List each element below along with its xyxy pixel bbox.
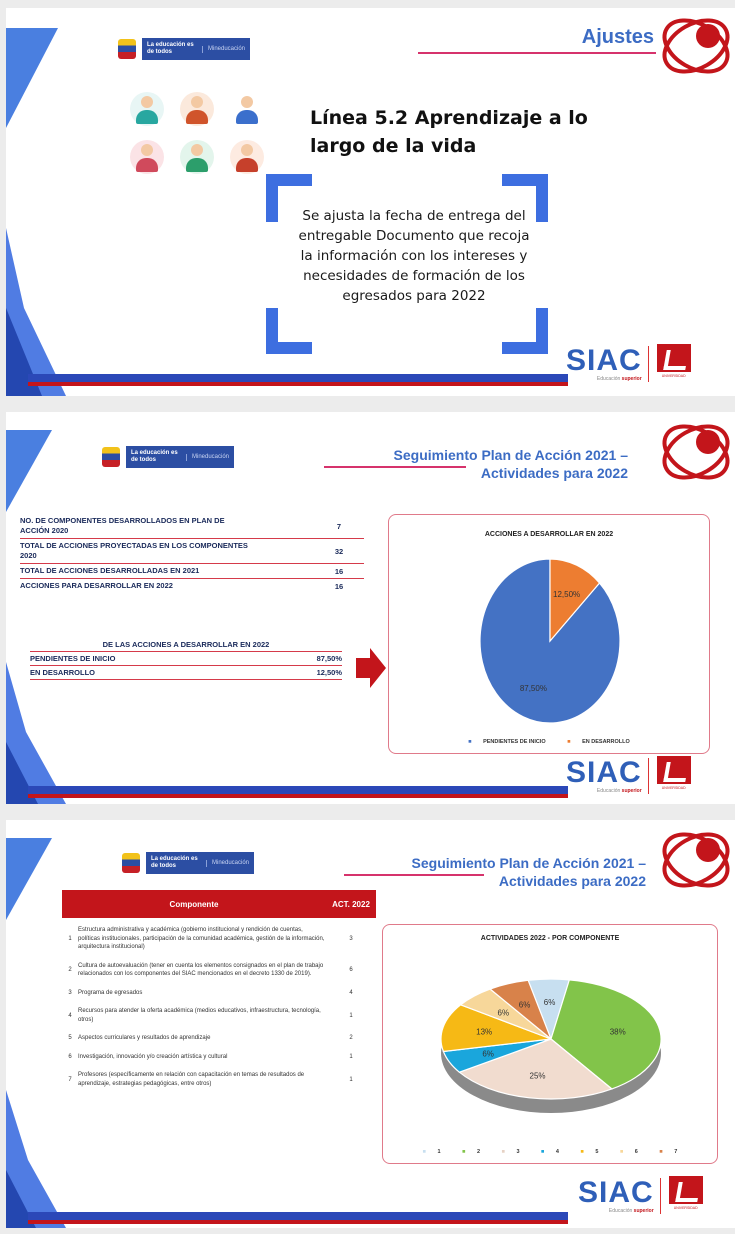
university-logo-icon: UNIVERSIDAD: [655, 756, 693, 796]
colombia-shield-icon: [102, 447, 120, 467]
pie-data-label: 25%: [529, 1071, 546, 1081]
table-row: 2 Cultura de autoevaluación (tener en cuenta los elementos consignados en el plan de trabajo relacionados con los componentes del SIAC mencionados en el decreto 1330 de 2019). 6: [68, 962, 353, 977]
slide-title: [306, 446, 628, 482]
person-icon: [180, 140, 214, 174]
header-act-2022: ACT. 2022: [332, 899, 370, 909]
colombia-shield-icon: [118, 39, 136, 59]
title-underline: [324, 466, 466, 468]
gov-logo-line2: Mineducación: [186, 454, 234, 461]
pie-chart-acciones: [388, 514, 710, 754]
slide-title-line2: Actividades para 2022: [480, 465, 628, 481]
pie-chart-svg: [383, 947, 719, 1147]
adjustment-text: Se ajusta la fecha de entrega del entregable Documento que recoja la información con los intereses y necesidades de formación de los egresados para 2022: [298, 208, 530, 304]
slide-decoration: [6, 8, 735, 396]
pie-data-label: 38%: [609, 1027, 626, 1037]
person-icon: [130, 92, 164, 126]
pie-data-label: 12,50%: [553, 590, 581, 600]
person-icon: [180, 92, 214, 126]
header-componente: Componente: [169, 899, 219, 909]
legend-item: ■ PENDIENTES DE INICIO: [468, 739, 546, 745]
pie-data-label: 6%: [497, 1008, 510, 1018]
legend-item: ■ 5: [580, 1149, 599, 1155]
legend-item: ■ 6: [619, 1149, 638, 1155]
legend-item: ■ 4: [541, 1149, 559, 1155]
person-icon: [230, 92, 264, 126]
chart-title: ACTIVIDADES 2022 - POR COMPONENTE: [480, 935, 620, 942]
colombia-shield-icon: [122, 853, 140, 873]
kpi-table: [20, 514, 364, 593]
siac-tagline: Educación: [608, 1208, 633, 1214]
legend-item: ■ EN DESARROLLO: [567, 739, 630, 745]
pie-chart-componentes: [382, 924, 718, 1164]
gov-logo-line1: La educación es de todos: [151, 856, 198, 869]
gov-logo: [118, 38, 250, 60]
pie-data-label: 87,50%: [519, 683, 547, 693]
chart-legend: [383, 1149, 717, 1155]
pie-chart-svg: [389, 541, 711, 741]
legend-item: ■ 1: [422, 1149, 441, 1155]
title-underline: [344, 874, 484, 876]
gov-logo: [122, 852, 254, 874]
gov-logo: [102, 446, 234, 468]
person-icon: [230, 140, 264, 174]
pie-data-label: 6%: [482, 1049, 494, 1059]
arrow-right-icon: [356, 648, 386, 688]
siac-name: SIAC: [566, 756, 642, 789]
siac-tagline: Educación: [596, 376, 621, 382]
kpi-row: ACCIONES PARA DESARROLLAR EN 2022 16: [20, 581, 344, 591]
siac-logo: [566, 344, 693, 384]
siac-tagline-highlight: superior: [621, 376, 642, 382]
legend-item: ■ 3: [501, 1149, 520, 1155]
kpi-row: TOTAL DE ACCIONES PROYECTADAS EN LOS COMPONENTES 2020 32: [20, 539, 364, 564]
university-logo-icon: UNIVERSIDAD: [667, 1176, 705, 1216]
siac-name: SIAC: [566, 344, 642, 377]
table-row: 1 Estructura administrativa y académica (gobierno institucional y rendición de cuentas, políticas institucionales, participación de la comunidad académica, gestión de la información, arquitectura institucional) 3: [68, 927, 353, 950]
slide-title-line2: Actividades para 2022: [498, 873, 646, 889]
siac-logo: [578, 1176, 705, 1216]
section-heading: Línea 5.2 Aprendizaje a lo largo de la vida: [310, 107, 588, 157]
kpi-row: TOTAL DE ACCIONES DESARROLLADAS EN 2021 16: [20, 564, 364, 579]
slide-actividades-por-componente: [6, 820, 735, 1228]
siac-tagline-highlight: superior: [633, 1208, 654, 1214]
slide-title: Ajustes: [581, 26, 654, 48]
table-row: 6 Investigación, innovación y/o creación artística y cultural 1: [68, 1053, 353, 1060]
chart-title: ACCIONES A DESARROLLAR EN 2022: [484, 531, 614, 538]
kpi-row: NO. DE COMPONENTES DESARROLLADOS EN PLAN DE ACCIÓN 2020 7: [20, 514, 364, 539]
pie-data-label: 13%: [476, 1027, 493, 1037]
status-table-header: DE LAS ACCIONES A DESARROLLAR EN 2022: [30, 640, 342, 652]
siac-logo: [566, 756, 693, 796]
status-table: [30, 640, 342, 680]
slide-seguimiento-2021: [6, 412, 735, 804]
status-row: PENDIENTES DE INICIO 87,50%: [30, 652, 342, 666]
gov-logo-line1: La educación es de todos: [131, 450, 178, 463]
slide-title-line1: Seguimiento Plan de Acción 2021 –: [411, 855, 646, 871]
university-logo-icon: UNIVERSIDAD: [655, 344, 693, 384]
component-table: [62, 890, 376, 1090]
table-row: 7 Profesores (específicamente en relación con capacitación en temas de resultados de aprendizaje, estrategias pedagógicas, entre otros) 1: [68, 1072, 353, 1087]
table-row: 4 Recursos para atender la oferta académica (medios educativos, infraestructura, tecnología, otros) 1: [68, 1008, 353, 1023]
slide-title: [324, 854, 646, 890]
avatar-group: [122, 92, 272, 174]
chart-legend: [389, 739, 709, 745]
pie-data-label: 6%: [518, 1000, 531, 1010]
table-row: 5 Aspectos curriculares y resultados de aprendizaje 2: [68, 1035, 353, 1042]
table-row: 3 Programa de egresados 4: [68, 989, 353, 996]
status-row: EN DESARROLLO 12,50%: [30, 666, 342, 680]
legend-item: ■ 2: [462, 1149, 481, 1155]
siac-name: SIAC: [578, 1176, 654, 1209]
gov-logo-line2: Mineducación: [206, 860, 254, 867]
slide-title-line1: Seguimiento Plan de Acción 2021 –: [393, 447, 628, 463]
slide-ajustes: [6, 8, 735, 396]
siac-tagline: Educación: [596, 788, 621, 794]
pie-data-label: 6%: [543, 997, 556, 1007]
gov-logo-line2: Mineducación: [202, 46, 250, 53]
legend-item: ■ 7: [659, 1149, 678, 1155]
title-underline: [418, 52, 656, 54]
person-icon: [130, 140, 164, 174]
siac-tagline-highlight: superior: [621, 788, 642, 794]
gov-logo-line1: La educación es de todos: [147, 42, 194, 55]
table-header: [62, 890, 376, 918]
